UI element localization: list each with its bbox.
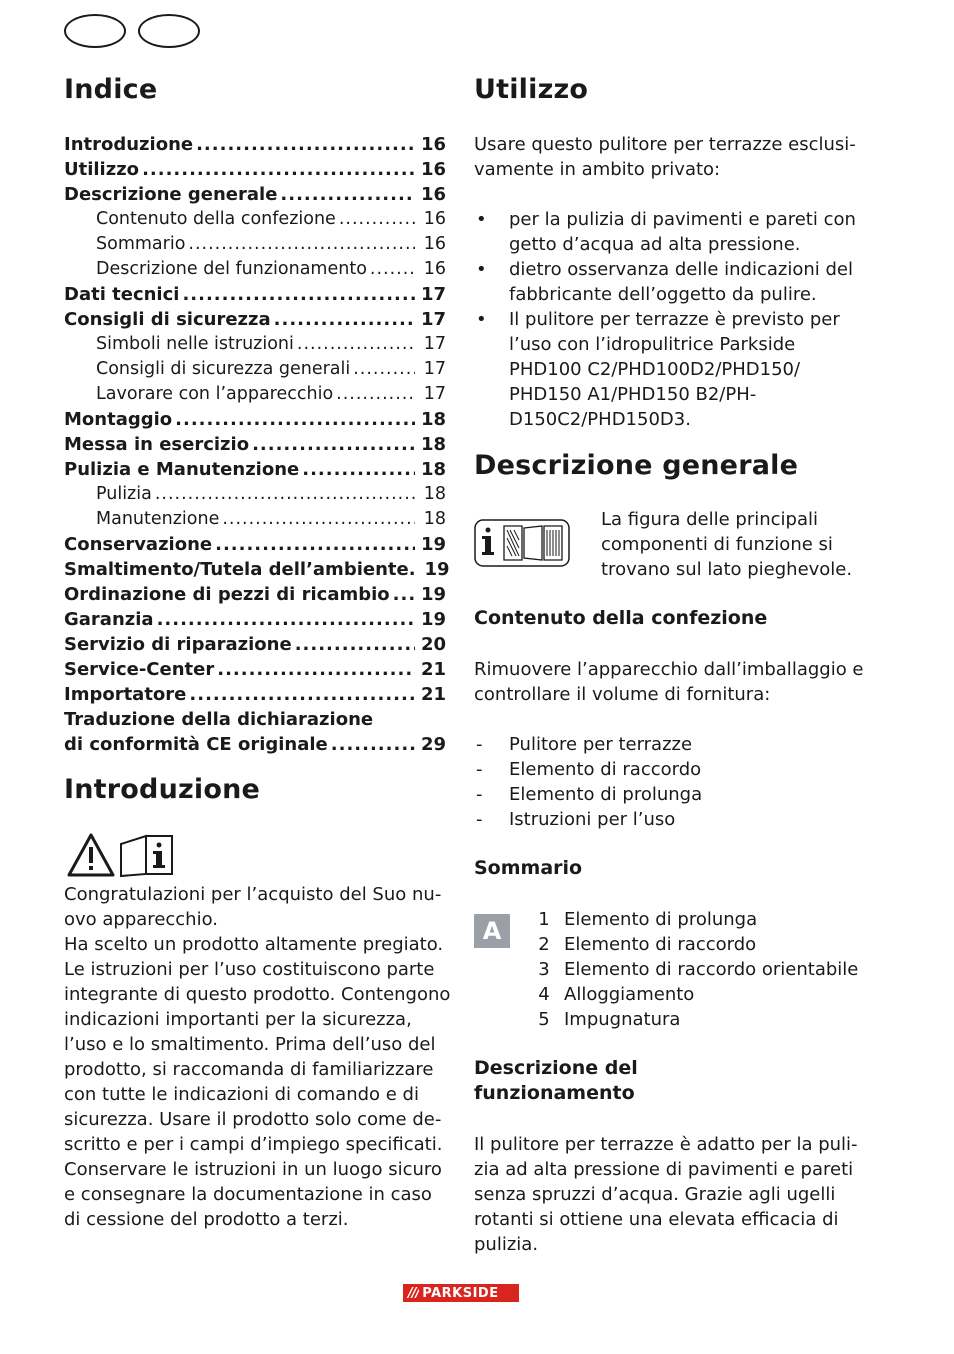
contents-item — [474, 732, 874, 757]
intro-line: Congratulazioni per l’acquisto del Suo nu- — [64, 884, 442, 905]
intro-line: scritto e per i campi d’impiego specificati. — [64, 1134, 443, 1155]
toc-entry[interactable] — [64, 282, 446, 307]
warning-manual-icon — [66, 832, 176, 878]
toc-entry-page: 21 — [420, 659, 446, 680]
contenuto-line: controllare il volume di fornitura: — [474, 684, 771, 705]
toc-entry[interactable] — [64, 157, 446, 182]
logo-text: PARKSIDE — [419, 1286, 498, 1301]
toc-entry-label: Service-Center — [64, 659, 215, 680]
dash-mark: - — [476, 809, 483, 830]
toc-leader-dots — [336, 382, 415, 407]
contents-item-label: Elemento di raccordo — [509, 759, 702, 780]
contenuto-list — [474, 732, 874, 832]
descrizione-line: La figura delle principali — [601, 509, 818, 530]
dash-mark: - — [476, 759, 483, 780]
toc-entry-label: di conformità CE originale — [64, 734, 328, 755]
component-number: 3 — [538, 959, 550, 980]
component-number: 2 — [538, 934, 550, 955]
toc-leader-dots — [252, 432, 415, 457]
component-item — [524, 932, 858, 957]
parkside-logo — [403, 1284, 519, 1302]
bullet-item — [474, 207, 874, 257]
utilizzo-line: vamente in ambito privato: — [474, 159, 721, 180]
bullet-line: dietro osservanza delle indicazioni del — [509, 259, 853, 280]
toc-entry-label: Importatore — [64, 684, 187, 705]
bullet-line: PHD100 C2/PHD100D2/PHD150/ — [509, 359, 801, 380]
toc-entry-page: 18 — [423, 509, 446, 529]
contenuto-title: Contenuto della confezione — [474, 607, 768, 629]
sommario-title: Sommario — [474, 857, 583, 879]
bullet-line: l’uso con l’idropulitrice Parkside — [509, 334, 796, 355]
intro-text — [64, 882, 451, 1232]
funzionamento-line: zia ad alta pressione di pavimenti e pareti — [474, 1159, 854, 1180]
funzionamento-line: rotanti si ottiene una elevata efficacia di — [474, 1209, 839, 1230]
index-title: Indice — [64, 74, 158, 105]
toc-entry[interactable] — [64, 307, 446, 332]
utilizzo-line: Usare questo pulitore per terrazze esclusi- — [474, 134, 856, 155]
toc-entry-page: 19 — [424, 559, 450, 580]
intro-title: Introduzione — [64, 774, 261, 805]
intro-line: integrante di questo prodotto. Contengono — [64, 984, 451, 1005]
toc-entry-label: Messa in esercizio — [64, 434, 250, 455]
component-item — [524, 907, 858, 932]
bullet-item — [474, 257, 874, 307]
component-label: Impugnatura — [564, 1009, 681, 1030]
toc-entry-page: 17 — [423, 384, 446, 404]
toc-entry-label: Servizio di riparazione — [64, 634, 292, 655]
component-item — [524, 1007, 858, 1032]
toc-entry[interactable] — [64, 357, 446, 382]
toc-leader-dots — [331, 732, 415, 757]
intro-line: Conservare le istruzioni in un luogo sicuro — [64, 1159, 442, 1180]
toc-entry-label: Ordinazione di pezzi di ricambio — [64, 584, 390, 605]
toc-entry[interactable] — [64, 682, 446, 707]
funzionamento-text — [474, 1132, 874, 1257]
toc-entry-page: 21 — [420, 684, 446, 705]
bullet-item — [474, 307, 874, 432]
toc-leader-dots — [175, 407, 415, 432]
contenuto-line: Rimuovere l’apparecchio dall’imballaggio e — [474, 659, 864, 680]
toc-entry-label: Garanzia — [64, 609, 154, 630]
toc-entry-label: Consigli di sicurezza generali — [96, 359, 351, 379]
figure-a-badge: A — [474, 914, 510, 948]
bullet-line: Il pulitore per terrazze è previsto per — [509, 309, 840, 330]
funzionamento-line: senza spruzzi d’acqua. Grazie agli ugelli — [474, 1184, 836, 1205]
toc-entry[interactable] — [64, 182, 446, 207]
intro-line: di cessione del prodotto a terzi. — [64, 1209, 349, 1230]
contents-item — [474, 757, 874, 782]
toc-leader-dots — [393, 582, 415, 607]
toc-entry[interactable] — [64, 232, 446, 257]
bullet-line: D150C2/PHD150D3. — [509, 409, 691, 430]
component-item — [524, 982, 858, 1007]
descrizione-line: trovano sul lato pieghevole. — [601, 559, 853, 580]
toc-entry-page: 19 — [420, 584, 446, 605]
toc-entry-page: 29 — [420, 734, 446, 755]
toc-entry-label: Dati tecnici — [64, 284, 180, 305]
bullet-line: per la pulizia di pavimenti e pareti con — [509, 209, 856, 230]
table-of-contents — [64, 132, 450, 757]
toc-leader-dots — [297, 332, 415, 357]
toc-entry-page: 18 — [420, 459, 446, 480]
toc-entry-page: 19 — [420, 534, 446, 555]
component-label: Alloggiamento — [564, 984, 695, 1005]
funzionamento-title — [474, 1056, 638, 1106]
toc-entry-label: Utilizzo — [64, 159, 140, 180]
component-number: 4 — [538, 984, 550, 1005]
toc-entry-page: 16 — [423, 259, 446, 279]
toc-entry-label: Pulizia — [96, 484, 152, 504]
descrizione-text — [601, 507, 871, 582]
foldout-info-icon — [474, 518, 572, 572]
component-label: Elemento di raccordo — [564, 934, 757, 955]
toc-entry[interactable] — [64, 632, 446, 657]
toc-leader-dots — [215, 532, 415, 557]
toc-entry-label: Descrizione del funzionamento — [96, 259, 367, 279]
toc-entry[interactable] — [64, 607, 446, 632]
toc-entry[interactable] — [64, 657, 446, 682]
sommario-list — [524, 907, 858, 1032]
toc-entry-label: Sommario — [96, 234, 186, 254]
toc-leader-dots — [295, 632, 415, 657]
intro-line: sicurezza. Usare il prodotto solo come de- — [64, 1109, 442, 1130]
funzionamento-title-line: funzionamento — [474, 1082, 635, 1104]
intro-line: prodotto, si raccomanda di familiarizzare — [64, 1059, 434, 1080]
logo-slashes: /// — [408, 1285, 420, 1301]
toc-leader-dots — [196, 132, 415, 157]
toc-entry-page: 18 — [420, 434, 446, 455]
toc-entry-page: 19 — [420, 609, 446, 630]
toc-leader-dots — [182, 282, 415, 307]
toc-entry[interactable] — [64, 482, 446, 507]
toc-entry[interactable] — [64, 332, 446, 357]
toc-leader-dots — [280, 182, 415, 207]
toc-leader-dots — [217, 657, 415, 682]
toc-entry[interactable] — [64, 532, 446, 557]
toc-entry-page: 18 — [420, 409, 446, 430]
toc-entry-label: Pulizia e Manutenzione — [64, 459, 300, 480]
contents-item-label: Elemento di prolunga — [509, 784, 703, 805]
contents-item-label: Pulitore per terrazze — [509, 734, 693, 755]
toc-entry-page: 20 — [420, 634, 446, 655]
toc-entry[interactable] — [64, 407, 446, 432]
manual-info-icon — [121, 836, 146, 876]
component-label: Elemento di prolunga — [564, 909, 758, 930]
toc-leader-dots — [302, 457, 415, 482]
intro-line: e consegnare la documentazione in caso — [64, 1184, 432, 1205]
funzionamento-title-line: Descrizione del — [474, 1057, 638, 1079]
intro-line: l’uso e lo smaltimento. Prima dell’uso del — [64, 1034, 436, 1055]
bullet-mark: • — [476, 209, 487, 230]
toc-entry-page: 16 — [423, 209, 446, 229]
toc-leader-dots — [189, 682, 415, 707]
intro-line: con tutte le indicazioni di comando e di — [64, 1084, 419, 1105]
intro-icons — [66, 832, 176, 882]
toc-entry-page: 17 — [420, 309, 446, 330]
toc-entry[interactable] — [64, 582, 446, 607]
toc-entry-page: 18 — [423, 484, 446, 504]
toc-leader-dots — [353, 357, 415, 382]
utilizzo-bullets — [474, 207, 874, 432]
bullet-line: getto d’acqua ad alta pressione. — [509, 234, 801, 255]
toc-entry[interactable] — [64, 382, 446, 407]
toc-entry-label: Manutenzione — [96, 509, 220, 529]
funzionamento-line: Il pulitore per terrazze è adatto per la puli- — [474, 1134, 858, 1155]
toc-entry[interactable] — [64, 732, 446, 757]
toc-entry[interactable] — [64, 207, 446, 232]
bullet-line: fabbricante dell’oggetto da pulire. — [509, 284, 817, 305]
toc-entry-page: 16 — [420, 184, 446, 205]
toc-entry-page: 16 — [420, 159, 446, 180]
toc-leader-dots — [222, 507, 415, 532]
toc-leader-dots — [339, 207, 415, 232]
toc-leader-dots — [370, 257, 415, 282]
toc-entry[interactable] — [64, 507, 446, 532]
utilizzo-title: Utilizzo — [474, 74, 589, 105]
toc-entry-page: 16 — [420, 134, 446, 155]
toc-entry-label: Lavorare con l’apparecchio — [96, 384, 334, 404]
bullet-line: PHD150 A1/PHD150 B2/PH- — [509, 384, 757, 405]
toc-entry-label: Traduzione della dichiarazione — [64, 709, 374, 730]
dash-mark: - — [476, 734, 483, 755]
utilizzo-text — [474, 132, 874, 182]
toc-entry[interactable] — [64, 432, 446, 457]
bullet-mark: • — [476, 309, 487, 330]
component-item — [524, 957, 858, 982]
toc-entry[interactable] — [64, 132, 446, 157]
toc-entry-label: Introduzione — [64, 134, 194, 155]
component-label: Elemento di raccordo orientabile — [564, 959, 859, 980]
language-oval-1 — [64, 14, 126, 48]
toc-leader-dots — [142, 157, 415, 182]
toc-entry-label: Montaggio — [64, 409, 173, 430]
intro-line: ovo apparecchio. — [64, 909, 219, 930]
descrizione-line: componenti di funzione si — [601, 534, 833, 555]
component-number: 5 — [538, 1009, 550, 1030]
toc-entry-label: Descrizione generale — [64, 184, 278, 205]
toc-entry[interactable] — [64, 257, 446, 282]
toc-entry-label: Simboli nelle istruzioni — [96, 334, 294, 354]
intro-line: indicazioni importanti per la sicurezza, — [64, 1009, 412, 1030]
toc-entry-label: Conservazione — [64, 534, 213, 555]
toc-entry[interactable] — [64, 457, 446, 482]
intro-line: Le istruzioni per l’uso costituiscono parte — [64, 959, 435, 980]
contents-item — [474, 782, 874, 807]
toc-entry[interactable] — [64, 707, 446, 732]
toc-entry-page: 17 — [423, 334, 446, 354]
toc-entry-page: 16 — [423, 234, 446, 254]
toc-entry-label: Consigli di sicurezza — [64, 309, 271, 330]
toc-leader-dots — [274, 307, 415, 332]
descrizione-title: Descrizione generale — [474, 450, 799, 481]
toc-entry-page: 17 — [420, 284, 446, 305]
intro-line: Ha scelto un prodotto altamente pregiato. — [64, 934, 444, 955]
toc-entry-page: 17 — [423, 359, 446, 379]
contenuto-text — [474, 657, 874, 707]
contents-item-label: Istruzioni per l’uso — [509, 809, 676, 830]
language-oval-2 — [138, 14, 200, 48]
toc-entry-label: Smaltimento/Tutela dell’ambiente. — [64, 559, 416, 580]
toc-entry[interactable] — [64, 557, 450, 582]
funzionamento-line: pulizia. — [474, 1234, 539, 1255]
toc-entry-label: Contenuto della confezione — [96, 209, 336, 229]
bullet-mark: • — [476, 259, 487, 280]
toc-leader-dots — [155, 482, 415, 507]
dash-mark: - — [476, 784, 483, 805]
contents-item — [474, 807, 874, 832]
toc-leader-dots — [188, 232, 415, 257]
component-number: 1 — [538, 909, 550, 930]
toc-leader-dots — [157, 607, 415, 632]
